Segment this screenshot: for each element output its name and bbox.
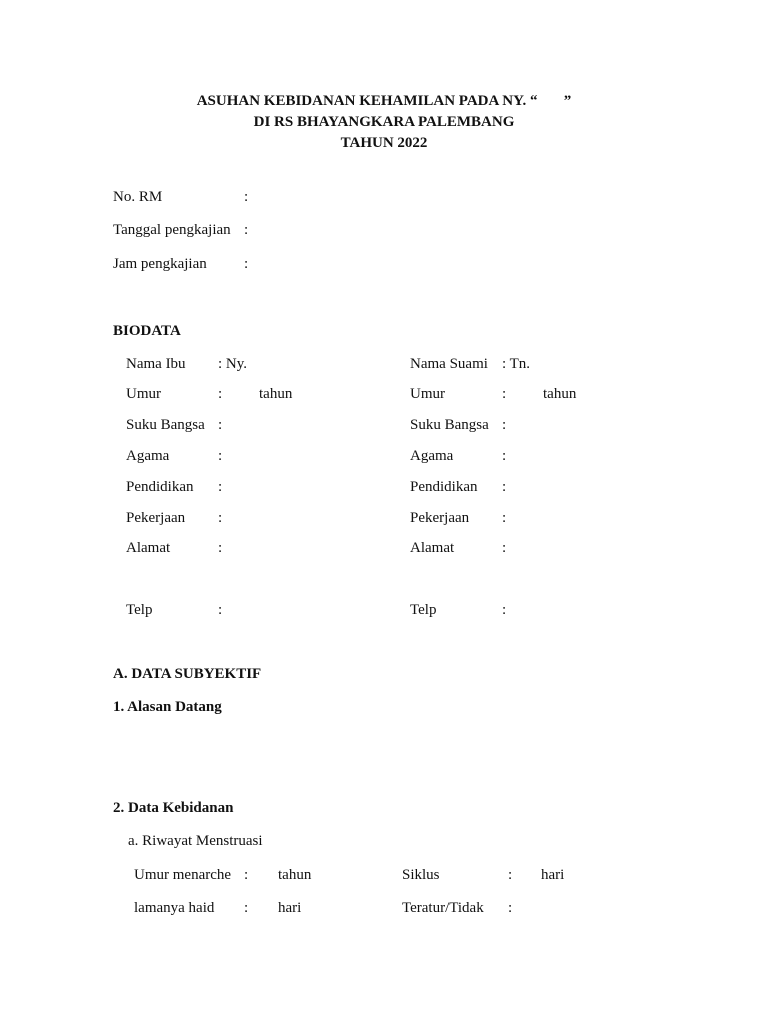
mother-colon-telp: : (218, 602, 223, 618)
label-lamanya-haid: lamanya haid (134, 900, 215, 916)
husband-label-umur: Umur (410, 386, 445, 402)
husband-label-suku-bangsa: Suku Bangsa (410, 417, 489, 433)
label-umur-menarche: Umur menarche (134, 867, 232, 883)
label-siklus: Siklus (402, 867, 440, 883)
husband-colon-telp: : (502, 602, 507, 618)
husband-colon-pendidikan: : (502, 479, 507, 495)
mother-label-suku-bangsa: Suku Bangsa (126, 417, 205, 433)
mother-label-pendidikan: Pendidikan (126, 479, 194, 495)
husband-colon-suku-bangsa: : (502, 417, 507, 433)
husband-suffix-umur: tahun (543, 386, 577, 402)
subheading-riwayat-menstruasi: a. Riwayat Menstruasi (128, 833, 263, 849)
field-label-tanggal-pengkajian: Tanggal pengkajian (113, 222, 231, 238)
field-label-jam-pengkajian: Jam pengkajian (113, 256, 207, 272)
husband-colon-alamat: : (502, 540, 507, 556)
label-teratur-tidak: Teratur/Tidak (402, 900, 484, 916)
suffix-siklus: hari (541, 867, 565, 883)
husband-label-pendidikan: Pendidikan (410, 479, 478, 495)
mother-colon-suku-bangsa: : (218, 417, 223, 433)
colon-siklus: : (508, 867, 513, 883)
field-colon: : (244, 189, 249, 205)
mother-suffix-umur: tahun (259, 386, 293, 402)
document-title-line-1: ASUHAN KEBIDANAN KEHAMILAN PADA NY. “ ” (196, 93, 572, 109)
document-title-line-3: TAHUN 2022 (340, 135, 428, 151)
husband-colon-agama: : (502, 448, 507, 464)
mother-colon-agama: : (218, 448, 223, 464)
mother-colon-pekerjaan: : (218, 510, 223, 526)
husband-colon-pekerjaan: : (502, 510, 507, 526)
document-title-line-2: DI RS BHAYANGKARA PALEMBANG (253, 114, 515, 130)
subheading-alasan-datang: 1. Alasan Datang (113, 699, 222, 715)
mother-label-nama: Nama Ibu (126, 356, 186, 372)
field-label-no-rm: No. RM (113, 189, 163, 205)
mother-colon-umur: : (218, 386, 223, 402)
mother-colon-nama: : Ny. (218, 356, 248, 372)
colon-umur-menarche: : (244, 867, 249, 883)
mother-colon-pendidikan: : (218, 479, 223, 495)
suffix-umur-menarche: tahun (278, 867, 312, 883)
mother-label-alamat: Alamat (126, 540, 171, 556)
section-heading-data-subyektif: A. DATA SUBYEKTIF (113, 666, 262, 682)
mother-label-agama: Agama (126, 448, 170, 464)
husband-label-alamat: Alamat (410, 540, 455, 556)
husband-colon-nama: : Tn. (502, 356, 531, 372)
husband-label-nama: Nama Suami (410, 356, 488, 372)
field-colon: : (244, 222, 249, 238)
mother-label-umur: Umur (126, 386, 161, 402)
subheading-data-kebidanan: 2. Data Kebidanan (113, 800, 234, 816)
colon-teratur-tidak: : (508, 900, 513, 916)
mother-colon-alamat: : (218, 540, 223, 556)
husband-colon-umur: : (502, 386, 507, 402)
husband-label-telp: Telp (410, 602, 437, 618)
mother-label-telp: Telp (126, 602, 153, 618)
husband-label-agama: Agama (410, 448, 454, 464)
husband-label-pekerjaan: Pekerjaan (410, 510, 470, 526)
field-colon: : (244, 256, 249, 272)
mother-label-pekerjaan: Pekerjaan (126, 510, 186, 526)
section-heading-biodata: BIODATA (113, 323, 181, 339)
colon-lamanya-haid: : (244, 900, 249, 916)
suffix-lamanya-haid: hari (278, 900, 302, 916)
